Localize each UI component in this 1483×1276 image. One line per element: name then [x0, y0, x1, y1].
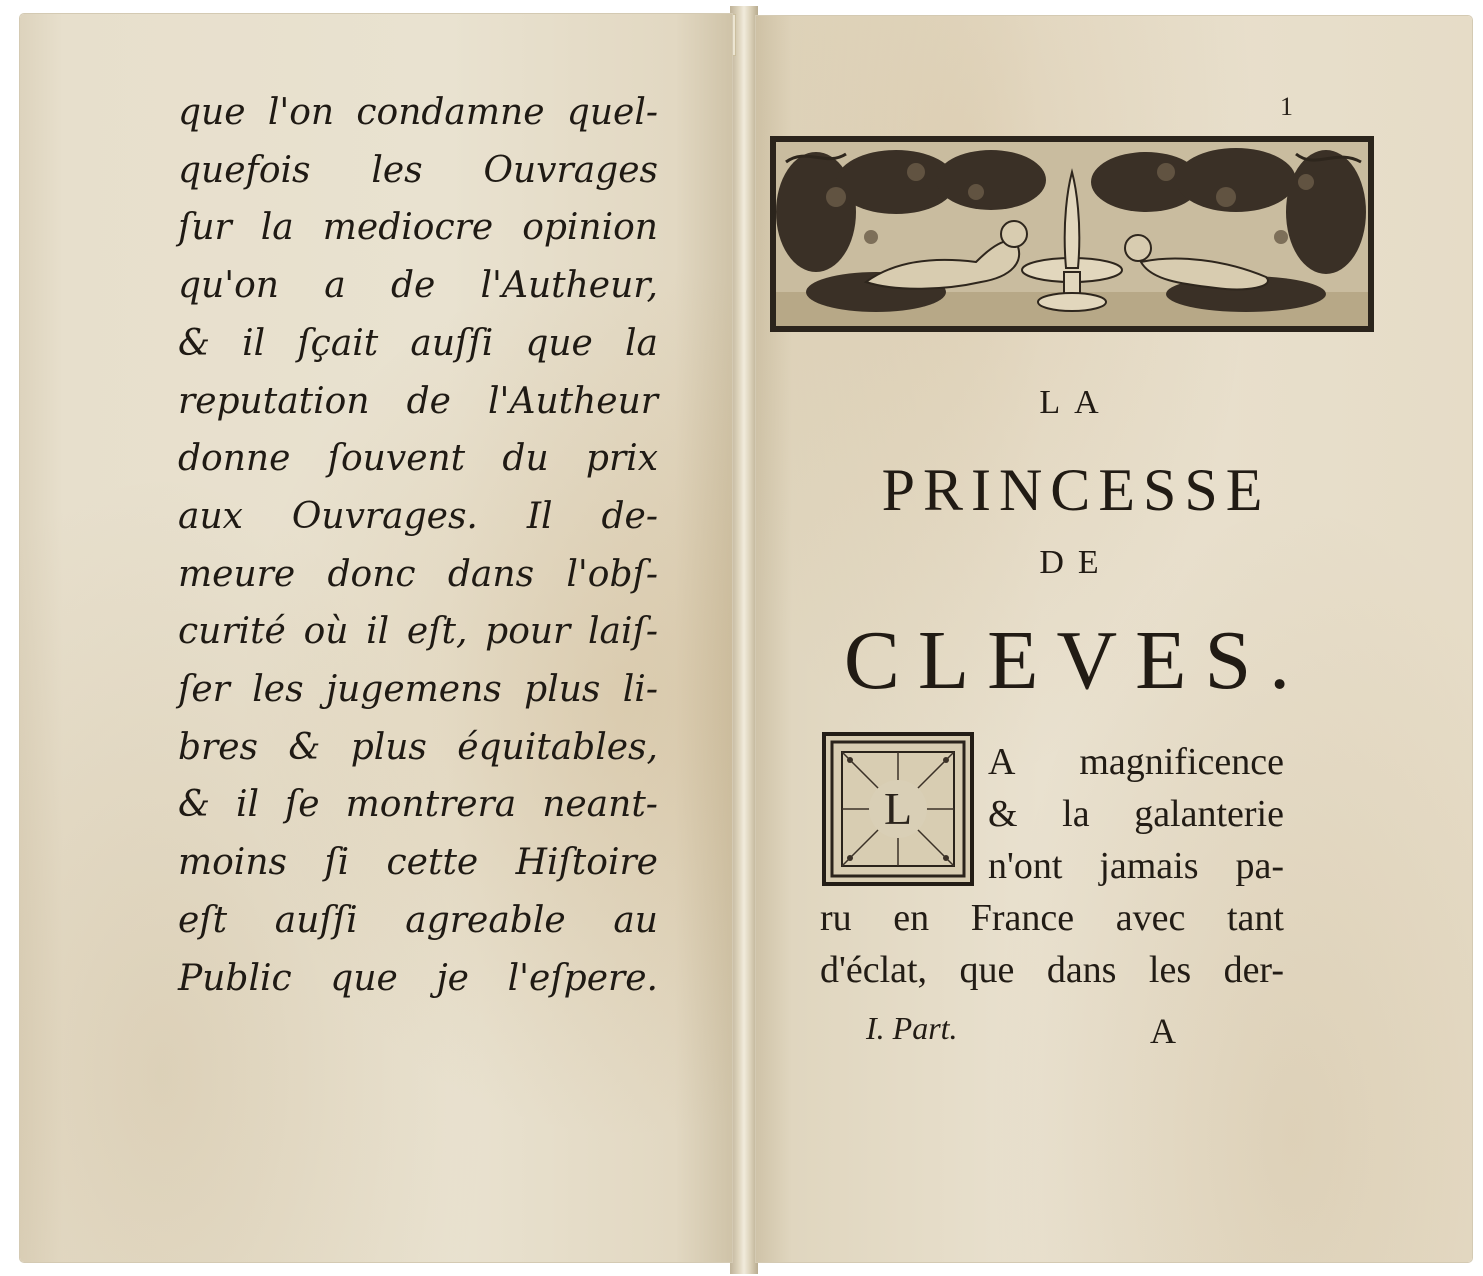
text-line: que l'on condamne quel- — [178, 92, 658, 133]
title-line-la: LA — [1039, 384, 1113, 421]
text-line: curité où il eſt, pour laiſ- — [178, 611, 658, 653]
woodcut-headpiece-illustration — [776, 142, 1368, 326]
body-text-line: & la galanterie — [988, 793, 1284, 835]
body-text-line: d'éclat, que dans les der- — [820, 949, 1284, 991]
text-line: eſt auſſi agreable au — [178, 899, 658, 941]
body-text-line: A magnificence — [988, 741, 1284, 783]
book-gutter — [730, 6, 758, 1274]
text-line: meure donc dans l'obſ- — [178, 553, 658, 595]
left-page-text — [178, 84, 658, 1007]
text-line: aux Ouvrages. Il de- — [178, 495, 658, 537]
title-line-princesse: PRINCESSE — [881, 457, 1271, 523]
text-line: bres & plus équitables, — [178, 726, 658, 768]
text-line: & il ſe montrera neant- — [178, 784, 658, 826]
drop-cap-frame — [822, 732, 974, 886]
text-line: ſur la mediocre opinion — [178, 207, 658, 249]
woodcut-headpiece — [770, 136, 1374, 332]
signature-mark: A — [1150, 1011, 1176, 1051]
text-line: & il ſçait auſſi que la — [178, 322, 658, 364]
drop-cap-letter: L — [826, 736, 970, 882]
text-line: moins ſi cette Hiſtoire — [178, 842, 658, 884]
body-text-line: n'ont jamais pa- — [988, 845, 1284, 887]
left-page — [20, 14, 732, 1262]
right-page — [756, 16, 1472, 1262]
text-line: reputation de l'Autheur — [178, 380, 658, 422]
page-number: 1 — [1280, 92, 1293, 121]
text-line: ſer les jugemens plus li- — [178, 669, 658, 711]
title-line-cleves: CLEVES. — [843, 614, 1309, 707]
text-line: Public que je l'eſpere. — [178, 957, 658, 999]
text-line: donne ſouvent du prix — [178, 438, 658, 480]
text-line: quefois les Ouvrages — [178, 149, 658, 191]
text-line: qu'on a de l'Autheur, — [178, 265, 658, 307]
signature-part-label: I. Part. — [866, 1010, 958, 1046]
title-line-de: DE — [1039, 544, 1113, 581]
body-text-line: ru en France avec tant — [820, 897, 1284, 939]
